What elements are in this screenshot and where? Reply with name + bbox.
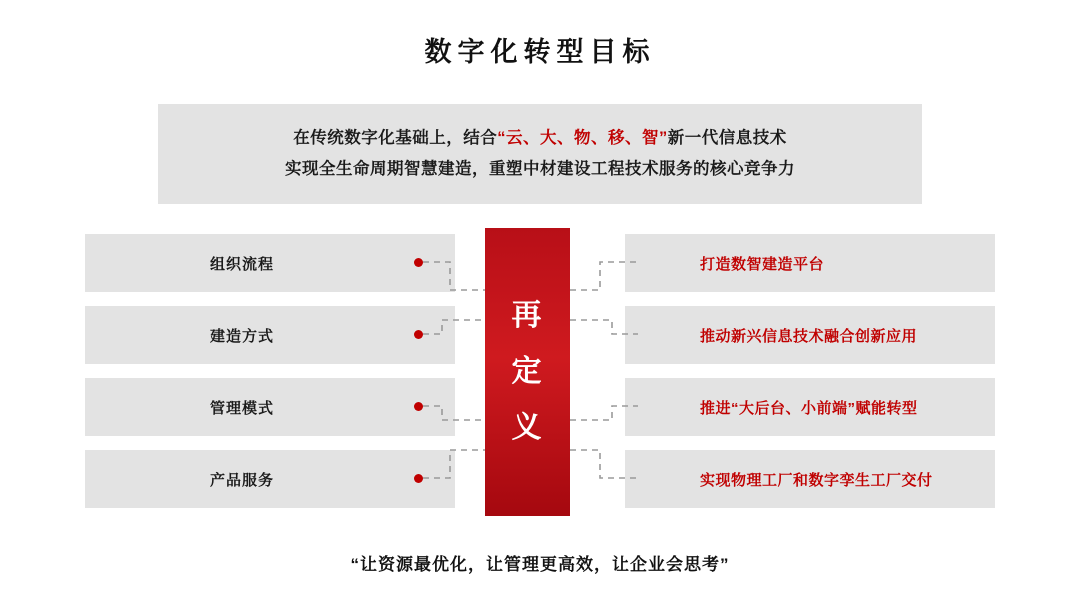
right-item-label: 推动新兴信息技术融合创新应用 [700,327,918,345]
subtitle-line-1-highlight: “云、大、物、移、智” [497,129,668,147]
footer-quote: “让资源最优化，让管理更高效，让企业会思考” [350,555,730,574]
subtitle-line-2: 实现全生命周期智慧建造，重塑中材建设工程技术服务的核心竞争力 [285,160,795,178]
right-item-label: 实现物理工厂和数字孪生工厂交付 [700,471,933,489]
center-char-1: 再 [511,299,544,332]
subtitle-line-1-post: 新一代信息技术 [667,129,787,147]
center-char-3: 义 [511,411,544,444]
left-item-label: 管理模式 [210,399,275,417]
page-title: 数字化转型目标 [424,37,656,67]
right-item-label: 打造数智建造平台 [700,255,825,273]
center-char-2: 定 [511,355,544,388]
subtitle-line-1-pre: 在传统数字化基础上，结合 [293,129,498,147]
left-item-label: 组织流程 [210,255,275,273]
right-item-label: 推进“大后台、小前端”赋能转型 [700,399,918,417]
left-item-label: 产品服务 [210,471,275,489]
center-redefine-block [485,228,570,516]
left-item-label: 建造方式 [210,327,275,345]
